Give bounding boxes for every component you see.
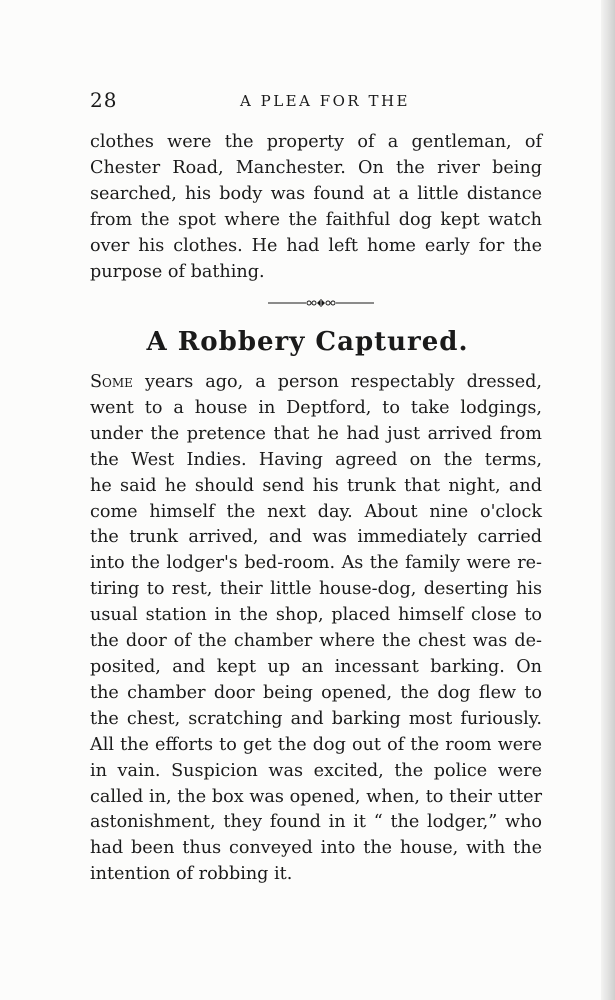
text-line: in vain. Suspicion was excited, the police were [90,760,542,781]
text-line: tiring to rest, their little house-dog, deserting his [90,579,542,600]
paragraph-main [90,370,542,888]
running-head: A PLEA FOR THE [240,92,411,110]
paragraph-continuation [90,130,542,285]
text-line: over his clothes. He had left home early for the [90,235,542,256]
text-line: All the efforts to get the dog out of the room were [90,734,542,755]
text-line-first [90,370,542,396]
text-line: the chamber door being opened, the dog flew to [90,682,542,703]
text-line: the chest, scratching and barking most furiously. [90,708,542,729]
page-number: 28 [90,88,118,112]
text-line: the West Indies. Having agreed on the terms, [90,449,542,470]
text-line: the trunk arrived, and was immediately carried [90,527,542,548]
text-line: clothes were the property of a gentleman, of [90,132,542,152]
page-edge-shadow [601,0,615,1000]
text-line: intention of robbing it. [90,864,293,885]
ornamental-divider-icon [268,296,374,310]
text-line: had been thus conveyed into the house, with the [90,838,542,859]
small-caps-opening-word: Some [90,372,133,392]
text-line: into the lodger's bed-room. As the family were re- [90,553,542,574]
section-heading: A Robbery Captured. [146,327,469,357]
text-line: from the spot where the faithful dog kept watch [90,209,542,230]
text-line: purpose of bathing. [90,261,265,282]
text-line: called in, the box was opened, when, to their utter [90,786,542,807]
text-line: posited, and kept up an incessant barking. On [90,656,542,677]
text-line: searched, his body was found at a little distance [90,183,542,204]
text-line: went to a house in Deptford, to take lodgings, [90,397,542,418]
text-line: Chester Road, Manchester. On the river being [90,157,542,178]
text-line: usual station in the shop, placed himself close to [90,605,542,626]
text-line: astonishment, they found in it “ the lodger,” who [90,812,542,833]
text-line-rest: years ago, a person respectably dressed, [132,372,542,392]
text-line: under the pretence that he had just arrived from [90,423,542,444]
text-line: come himself the next day. About nine o'clock [90,501,542,522]
text-line: he said he should send his trunk that night, and [90,475,542,496]
text-line: the door of the chamber where the chest was de- [90,631,542,652]
